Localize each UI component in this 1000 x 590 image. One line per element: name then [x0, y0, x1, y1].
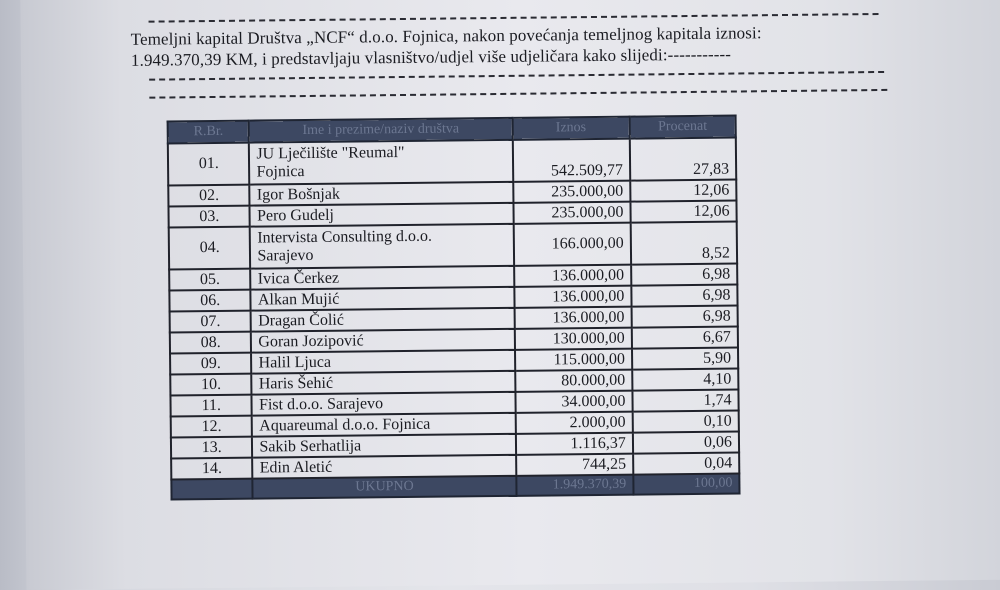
row-name: Dragan Čolić [251, 308, 514, 332]
paragraph-line-2: 1.949.370,39 KM, i predstavljaju vlasništvo/udjel više udjeličara kako slijedi:----------- [130, 44, 732, 70]
row-percent: 4,10 [632, 369, 738, 391]
row-name-line: Fojnica [256, 163, 305, 181]
row-number: 09. [170, 353, 252, 375]
total-percent: 100,00 [633, 473, 739, 494]
row-number: 10. [170, 374, 252, 396]
row-name: Pero Gudelj [250, 203, 513, 227]
row-number: 06. [169, 290, 251, 312]
header-name: Ime i prezime/naziv društva [249, 118, 512, 143]
row-percent: 12,06 [630, 201, 736, 223]
row-number: 13. [171, 437, 253, 459]
row-percent: 27,83 [630, 138, 737, 181]
row-name: Goran Jozipović [251, 329, 514, 353]
row-amount: 235.000,00 [513, 202, 630, 224]
total-label: UKUPNO [253, 476, 516, 499]
row-amount: 1.116,37 [516, 433, 633, 455]
row-percent: 0,06 [633, 431, 739, 453]
row-name-line: Intervista Consulting d.o.o. [257, 227, 433, 247]
row-amount: 136.000,00 [514, 307, 631, 329]
row-number: 05. [169, 269, 251, 291]
row-amount: 34.000,00 [515, 391, 632, 413]
row-number: 12. [171, 416, 253, 438]
row-percent: 0,04 [633, 452, 739, 474]
row-number: 03. [168, 206, 250, 228]
row-number: 01. [168, 143, 250, 186]
row-amount: 115.000,00 [515, 349, 632, 371]
row-amount: 166.000,00 [513, 223, 631, 266]
row-name: Edin Aletić [253, 455, 516, 479]
dashed-rule [149, 89, 887, 99]
row-percent: 5,90 [632, 348, 738, 370]
row-amount: 80.000,00 [515, 370, 632, 392]
row-name-line: JU Lječilište "Reumal" [256, 143, 405, 163]
row-name: Aquareumal d.o.o. Fojnica [252, 413, 515, 437]
paragraph-line-1: Temeljni kapital Društva „NCF“ d.o.o. Fojnica, nakon povećanja temeljnog kapitala iznosi: [130, 23, 762, 49]
row-number: 07. [170, 311, 252, 333]
row-percent: 6,98 [631, 264, 737, 286]
row-name: Fist d.o.o. Sarajevo [252, 392, 515, 416]
row-number: 14. [171, 458, 253, 480]
row-amount: 136.000,00 [514, 286, 631, 308]
row-amount: 2.000,00 [515, 412, 632, 434]
row-name [249, 140, 513, 185]
row-number: 04. [169, 227, 251, 270]
row-name: Haris Šehić [252, 371, 515, 395]
row-percent: 12,06 [630, 180, 736, 202]
row-number: 11. [170, 395, 252, 417]
document-page [20, 0, 1000, 590]
row-name: Sakib Serhatlija [252, 434, 515, 458]
row-name-line: Sarajevo [257, 246, 314, 265]
row-percent: 6,67 [632, 327, 738, 349]
row-percent: 6,98 [631, 306, 737, 328]
row-amount: 235.000,00 [513, 181, 630, 203]
row-name: Alkan Mujić [251, 287, 514, 311]
table-row [169, 222, 737, 270]
row-percent: 0,10 [633, 410, 739, 432]
row-percent: 1,74 [632, 389, 738, 411]
total-blank [171, 479, 253, 500]
row-amount: 542.509,77 [512, 139, 630, 182]
ownership-table [167, 115, 741, 501]
header-amount: Iznos [512, 117, 629, 140]
dashed-rule [149, 71, 884, 81]
row-percent: 6,98 [631, 285, 737, 307]
capital-paragraph [131, 21, 891, 71]
total-amount: 1.949.370,39 [516, 475, 633, 496]
row-name: Ivica Čerkez [251, 266, 514, 290]
row-percent: 8,52 [631, 222, 738, 265]
row-amount: 136.000,00 [514, 265, 631, 287]
row-amount: 744,25 [516, 454, 633, 476]
row-number: 08. [170, 332, 252, 354]
table-row [168, 138, 736, 186]
row-amount: 130.000,00 [514, 328, 631, 350]
header-percent: Procenat [629, 116, 735, 139]
header-number: R.Br. [168, 121, 250, 144]
row-number: 02. [168, 185, 250, 207]
row-name [250, 224, 514, 269]
row-name: Igor Bošnjak [250, 182, 513, 206]
row-name: Halil Ljuca [251, 350, 514, 374]
